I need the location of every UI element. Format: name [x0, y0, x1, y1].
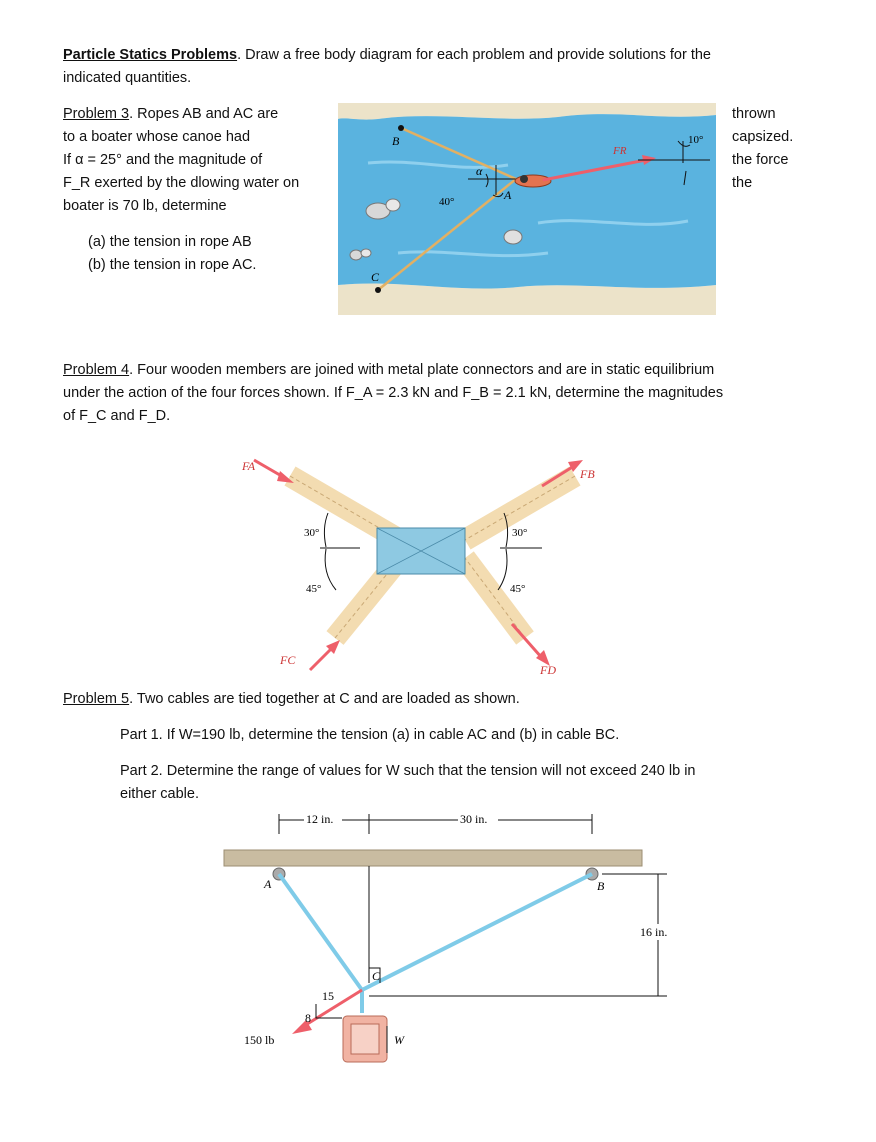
label-fa: FA — [242, 459, 256, 473]
problem5-line-1 — [63, 688, 520, 710]
label-30-right: 30° — [512, 527, 528, 539]
cable-bc — [362, 874, 592, 990]
label-fr: FR — [613, 145, 627, 157]
problem4-text-3: of F_C and F_D. — [63, 408, 171, 424]
intro-text-2: indicated quantities. — [63, 70, 192, 86]
problem5-text-1: . Two cables are tied together at C and are loaded as shown. — [129, 691, 520, 707]
label-c: C — [371, 270, 380, 284]
label-w: W — [394, 1033, 404, 1047]
problem3-part-b: (b) the tension in rope AC. — [88, 257, 257, 273]
label-fc: FC — [280, 653, 296, 667]
label-fb: FB — [580, 467, 595, 481]
arc-45-left — [325, 549, 336, 590]
problem3-figure — [338, 103, 716, 315]
problem5-figure — [222, 808, 682, 1070]
dim-16-label: 16 in. — [640, 925, 668, 939]
problem3-text-5: boater is 70 lb, determine — [63, 198, 227, 214]
dim-30-label: 30 in. — [460, 812, 488, 826]
problem3-right-4: the — [732, 175, 753, 191]
label-45-left: 45° — [306, 583, 322, 595]
label-b: B — [392, 134, 400, 148]
problem3-text-3: If α = 25° and the magnitude of — [63, 152, 263, 168]
slope-8-label: 8 — [305, 1011, 311, 1025]
label-c: C — [372, 969, 381, 983]
label-30-left: 30° — [304, 527, 320, 539]
problem3-right-3: the force — [732, 152, 789, 168]
cable-ac — [279, 874, 362, 990]
dim-12-label: 12 in. — [306, 812, 334, 826]
force-fc-line — [310, 648, 332, 670]
problem3-part-a: (a) the tension in rope AB — [88, 234, 252, 250]
label-a: A — [504, 188, 512, 202]
label-10: 10° — [688, 134, 704, 146]
problem3-right-1: thrown — [732, 106, 776, 122]
problem3-text-1: . Ropes AB and AC are — [129, 106, 279, 122]
section-title: Particle Statics Problems — [63, 47, 238, 63]
load-150-label: 150 lb — [244, 1033, 275, 1047]
label-alpha: α — [476, 164, 483, 178]
problem4-text-2: under the action of the four forces shown. If F_A = 2.3 kN and F_B = 2.1 kN, determine the magnitudes — [63, 385, 724, 401]
point-c — [375, 287, 381, 293]
problem4-figure — [230, 448, 630, 680]
slope-15-label: 15 — [322, 989, 334, 1003]
arc-45-right — [498, 549, 507, 590]
ceiling-beam — [224, 850, 642, 866]
intro-text: . Draw a free body diagram for each problem and provide solutions for the — [237, 47, 711, 63]
problem3-right-2: capsized. — [732, 129, 794, 145]
bottom-bank — [338, 283, 716, 315]
label-40: 40° — [439, 196, 455, 208]
boater-head — [520, 175, 528, 183]
label-45-right: 45° — [510, 583, 526, 595]
weight-box-inner — [351, 1024, 379, 1054]
problem5-label: Problem 5 — [63, 691, 130, 707]
problem4-text-1: . Four wooden members are joined with metal plate connectors and are in static equilibrium — [129, 362, 715, 378]
problem5-part2-1: Part 2. Determine the range of values for W such that the tension will not exceed 240 lb in — [120, 763, 696, 779]
problem5-part1: Part 1. If W=190 lb, determine the tension (a) in cable AC and (b) in cable BC. — [120, 727, 620, 743]
problem5-part2-2: either cable. — [120, 786, 199, 802]
problem3-text-2: to a boater whose canoe had — [63, 129, 251, 145]
label-b: B — [597, 879, 605, 893]
arc-30-left — [324, 513, 328, 547]
problem3-text-4: F_R exerted by the dlowing water on — [63, 175, 300, 191]
problem4-label: Problem 4 — [63, 362, 130, 378]
label-fd: FD — [540, 663, 556, 677]
member-d-grain — [465, 558, 525, 638]
label-a: A — [264, 877, 272, 891]
header-line-1 — [63, 44, 711, 66]
problem3-label: Problem 3 — [63, 106, 130, 122]
point-b — [398, 125, 404, 131]
problem4-line-1 — [63, 359, 714, 381]
problem3-line-1 — [63, 103, 278, 125]
